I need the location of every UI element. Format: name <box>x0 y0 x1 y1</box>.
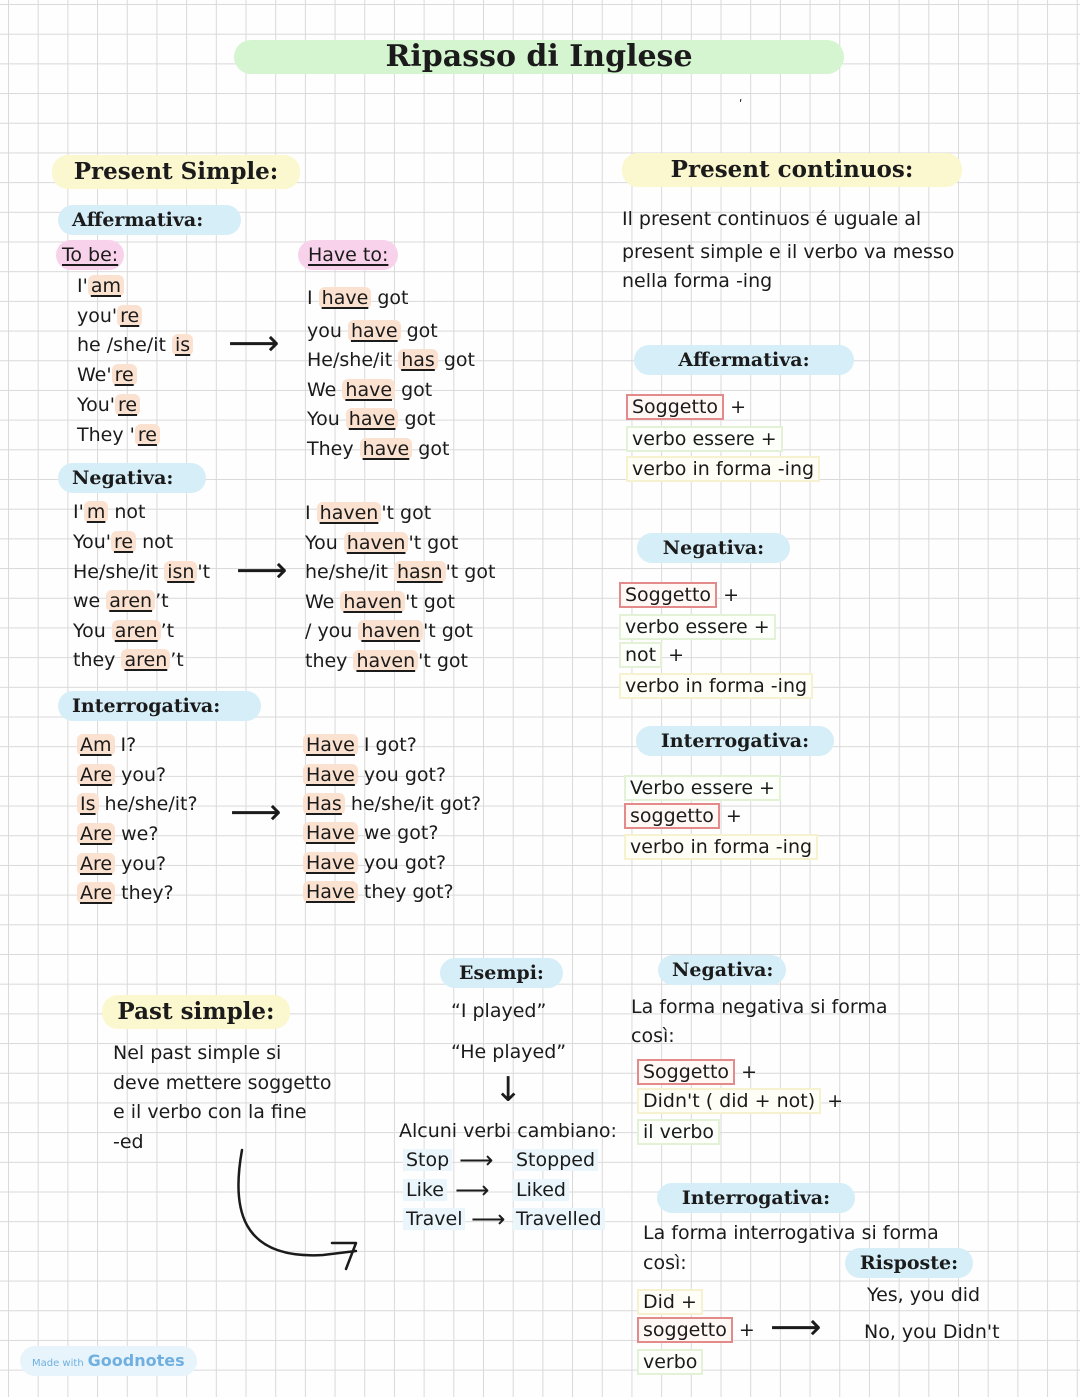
pc-int-verbo-essere: Verbo essere + <box>624 775 781 801</box>
item-suffix: you got? <box>357 764 447 786</box>
page-title: Ripasso di Inglese <box>234 40 844 74</box>
ps-neg-soggetto: Soggetto + <box>637 1061 757 1083</box>
pc-interrogativa-heading: Interrogativa: <box>636 726 834 756</box>
highlighted-verb: haven <box>340 591 405 613</box>
highlighted-verb: haven <box>353 650 418 672</box>
list-item <box>77 823 158 845</box>
highlighted-verb: hasn <box>394 561 446 583</box>
item-prefix: You' <box>77 394 115 416</box>
highlighted-verb: haven <box>317 502 382 524</box>
stray-mark: ʹ <box>739 98 743 112</box>
list-item <box>303 822 438 844</box>
answer-no: No, you Didn't <box>864 1321 1000 1343</box>
pc-desc-line-1: Il present continuos é uguale al <box>622 208 922 230</box>
list-item <box>303 881 454 903</box>
arrow-icon: ⟶ <box>471 1205 506 1233</box>
item-suffix: you? <box>115 853 167 875</box>
item-prefix: I <box>307 287 319 309</box>
item-prefix: You' <box>73 531 111 553</box>
verb-past: Travelled <box>513 1208 605 1230</box>
list-item <box>307 320 438 342</box>
arrow-icon: ⟶ <box>455 1176 490 1204</box>
item-suffix: ’t <box>170 649 184 671</box>
item-prefix: he/she/it <box>305 561 394 583</box>
highlighted-verb: have <box>342 379 395 401</box>
pc-neg-verbo-ing: verbo in forma -ing <box>619 673 813 699</box>
list-item <box>77 394 140 416</box>
list-item <box>77 364 137 386</box>
item-suffix: 't got <box>381 502 432 524</box>
item-suffix: 't got <box>405 591 455 613</box>
list-item <box>305 532 458 554</box>
highlighted-verb: re <box>111 531 136 553</box>
down-arrow-icon: ↓ <box>494 1070 523 1110</box>
present-continuous-heading: Present continuos: <box>622 153 962 187</box>
item-prefix: I' <box>77 275 88 297</box>
list-item <box>77 334 193 356</box>
ps-int-soggetto: soggetto + <box>637 1319 755 1341</box>
highlighted-verb: haven <box>344 532 409 554</box>
item-prefix: We <box>307 379 343 401</box>
item-prefix: they <box>73 649 122 671</box>
example-2: “He played” <box>451 1041 567 1063</box>
list-item <box>77 275 124 297</box>
answer-yes: Yes, you did <box>867 1284 981 1306</box>
goodnotes-watermark: Made with Goodnotes <box>20 1346 197 1376</box>
highlighted-verb: re <box>135 424 160 446</box>
item-suffix: ’t <box>155 590 169 612</box>
have-to-heading: Have to: <box>298 240 398 270</box>
arrow-icon: ⟶ <box>770 1307 822 1348</box>
highlighted-verb: Are <box>77 823 115 845</box>
ps-int-desc-1: La forma interrogativa si forma <box>643 1222 939 1244</box>
item-suffix: we got? <box>357 822 439 844</box>
item-prefix: He/she/it <box>307 349 399 371</box>
item-prefix: you <box>307 320 348 342</box>
list-item <box>305 561 495 583</box>
highlighted-verb: Are <box>77 882 115 904</box>
highlighted-verb: have <box>346 408 399 430</box>
list-item <box>303 852 446 874</box>
ps-neg-desc-1: La forma negativa si forma <box>631 996 888 1018</box>
item-suffix: not <box>108 501 146 523</box>
ps-desc-line-2: deve mettere soggetto <box>113 1072 332 1094</box>
highlighted-verb: is <box>172 334 193 356</box>
list-item <box>303 793 481 815</box>
list-item <box>307 349 475 371</box>
list-item <box>307 408 436 430</box>
pc-neg-verbo-essere: verbo essere + <box>619 614 776 640</box>
pc-int-verbo-ing: verbo in forma -ing <box>624 834 818 860</box>
item-suffix: they? <box>115 882 174 904</box>
pc-aff-soggetto: Soggetto + <box>626 396 746 418</box>
item-prefix: We <box>305 591 341 613</box>
ps-neg-desc-2: così: <box>631 1025 675 1047</box>
list-item <box>77 734 136 756</box>
interrogativa-heading: Interrogativa: <box>58 691 261 721</box>
pc-aff-verbo-essere: verbo essere + <box>626 426 783 452</box>
highlighted-verb: has <box>398 349 438 371</box>
highlighted-verb: re <box>115 394 140 416</box>
highlighted-verb: Am <box>77 734 115 756</box>
example-1: “I played” <box>451 1000 547 1022</box>
arrow-icon: ⟶ <box>230 792 282 833</box>
item-suffix: not <box>136 531 174 553</box>
highlighted-verb: Have <box>303 734 358 756</box>
affermativa-heading: Affermativa: <box>58 205 241 235</box>
highlighted-verb: Has <box>303 793 345 815</box>
item-suffix: I? <box>114 734 137 756</box>
present-simple-heading: Present Simple: <box>52 155 300 189</box>
highlighted-verb: Have <box>303 822 358 844</box>
item-suffix: got <box>437 349 475 371</box>
list-item <box>303 734 417 756</box>
verb-base: Stop <box>403 1149 452 1171</box>
item-suffix: got <box>400 320 438 342</box>
item-prefix: they <box>305 650 354 672</box>
curved-arrow-icon <box>228 1145 368 1275</box>
list-item <box>73 620 174 642</box>
item-suffix: he/she/it got? <box>344 793 482 815</box>
list-item <box>77 764 166 786</box>
irregular-heading: Alcuni verbi cambiano: <box>399 1120 617 1142</box>
item-prefix: You <box>305 532 344 554</box>
highlighted-verb: Are <box>77 764 115 786</box>
item-prefix: You <box>73 620 112 642</box>
highlighted-verb: Have <box>303 764 358 786</box>
item-suffix: 't got <box>445 561 496 583</box>
item-suffix: you got? <box>357 852 447 874</box>
item-suffix: 't <box>197 561 211 583</box>
highlighted-verb: isn <box>164 561 197 583</box>
ps-desc-line-1: Nel past simple si <box>113 1042 282 1064</box>
highlighted-verb: aren <box>112 620 161 642</box>
highlighted-verb: aren <box>121 649 170 671</box>
pc-int-soggetto: soggetto + <box>624 805 742 827</box>
past-simple-heading: Past simple: <box>102 995 290 1029</box>
list-item <box>307 287 408 309</box>
ps-int-desc-2: così: <box>643 1252 687 1274</box>
verb-base: Travel <box>403 1208 465 1230</box>
item-suffix: you? <box>115 764 167 786</box>
list-item <box>77 424 160 446</box>
highlighted-verb: have <box>319 287 372 309</box>
ps-neg-verbo: il verbo <box>637 1119 720 1145</box>
highlighted-verb: Is <box>77 793 99 815</box>
ps-desc-line-3: e il verbo con la fine <box>113 1101 307 1123</box>
pc-aff-verbo-ing: verbo in forma -ing <box>626 456 820 482</box>
arrow-icon: ⟶ <box>459 1146 494 1174</box>
item-suffix: they got? <box>357 881 454 903</box>
item-prefix: He/she/it <box>73 561 165 583</box>
ps-negativa-heading: Negativa: <box>658 955 786 985</box>
pc-negativa-heading: Negativa: <box>637 533 790 563</box>
item-suffix: he/she/it? <box>98 793 198 815</box>
item-suffix: 't got <box>418 650 468 672</box>
ps-int-did: Did + <box>637 1289 703 1315</box>
item-prefix: We' <box>77 364 112 386</box>
highlighted-verb: Are <box>77 853 115 875</box>
ps-desc-line-4: -ed <box>113 1131 144 1153</box>
item-prefix: You <box>307 408 346 430</box>
pc-neg-soggetto: Soggetto + <box>619 584 739 606</box>
highlighted-verb: Have <box>303 852 358 874</box>
list-item <box>303 764 446 786</box>
list-item <box>305 620 473 642</box>
ps-int-verbo: verbo <box>637 1349 703 1375</box>
list-item <box>307 379 432 401</box>
esempi-heading: Esempi: <box>440 958 563 988</box>
list-item <box>73 649 184 671</box>
item-prefix: we <box>73 590 107 612</box>
highlighted-verb: re <box>117 305 142 327</box>
highlighted-verb: aren <box>106 590 155 612</box>
list-item <box>73 501 146 523</box>
highlighted-verb: have <box>348 320 401 342</box>
pc-affermativa-heading: Affermativa: <box>634 345 854 375</box>
list-item <box>77 853 166 875</box>
item-suffix: got <box>398 408 436 430</box>
pc-neg-not: not + <box>619 644 684 666</box>
verb-past: Liked <box>513 1179 569 1201</box>
negativa-heading: Negativa: <box>58 463 206 493</box>
list-item <box>307 438 449 460</box>
list-item <box>77 305 142 327</box>
list-item <box>305 502 431 524</box>
item-prefix: / you <box>305 620 359 642</box>
to-be-heading: To be: <box>56 240 124 270</box>
pc-desc-line-3: nella forma -ing <box>622 270 773 292</box>
item-prefix: They <box>307 438 360 460</box>
item-prefix: I <box>305 502 317 524</box>
item-suffix: got <box>412 438 450 460</box>
arrow-icon: ⟶ <box>236 550 288 591</box>
arrow-icon: ⟶ <box>228 323 280 364</box>
item-suffix: got <box>371 287 409 309</box>
risposte-heading: Risposte: <box>845 1248 973 1278</box>
verb-past: Stopped <box>513 1149 598 1171</box>
highlighted-verb: re <box>112 364 137 386</box>
item-prefix: I' <box>73 501 84 523</box>
highlighted-verb: Have <box>303 881 358 903</box>
verb-base: Like <box>403 1179 447 1201</box>
highlighted-verb: am <box>88 275 124 297</box>
item-prefix: They ' <box>77 424 135 446</box>
highlighted-verb: haven <box>358 620 423 642</box>
item-prefix: he /she/it <box>77 334 172 356</box>
list-item <box>77 793 198 815</box>
list-item <box>305 591 455 613</box>
highlighted-verb: have <box>360 438 413 460</box>
ps-interrogativa-heading: Interrogativa: <box>657 1183 855 1213</box>
item-suffix: got <box>395 379 433 401</box>
item-suffix: 't got <box>423 620 473 642</box>
pc-desc-line-2: present simple e il verbo va messo <box>622 241 955 263</box>
item-suffix: ’t <box>160 620 175 642</box>
list-item <box>77 882 174 904</box>
list-item <box>73 531 173 553</box>
list-item <box>73 561 210 583</box>
item-suffix: we? <box>115 823 159 845</box>
list-item <box>305 650 468 672</box>
item-suffix: I got? <box>357 734 417 756</box>
item-suffix: 't got <box>408 532 459 554</box>
list-item <box>73 590 169 612</box>
highlighted-verb: m <box>84 501 109 523</box>
item-prefix: you' <box>77 305 118 327</box>
ps-neg-didnt: Didn't ( did + not) + <box>637 1090 843 1112</box>
